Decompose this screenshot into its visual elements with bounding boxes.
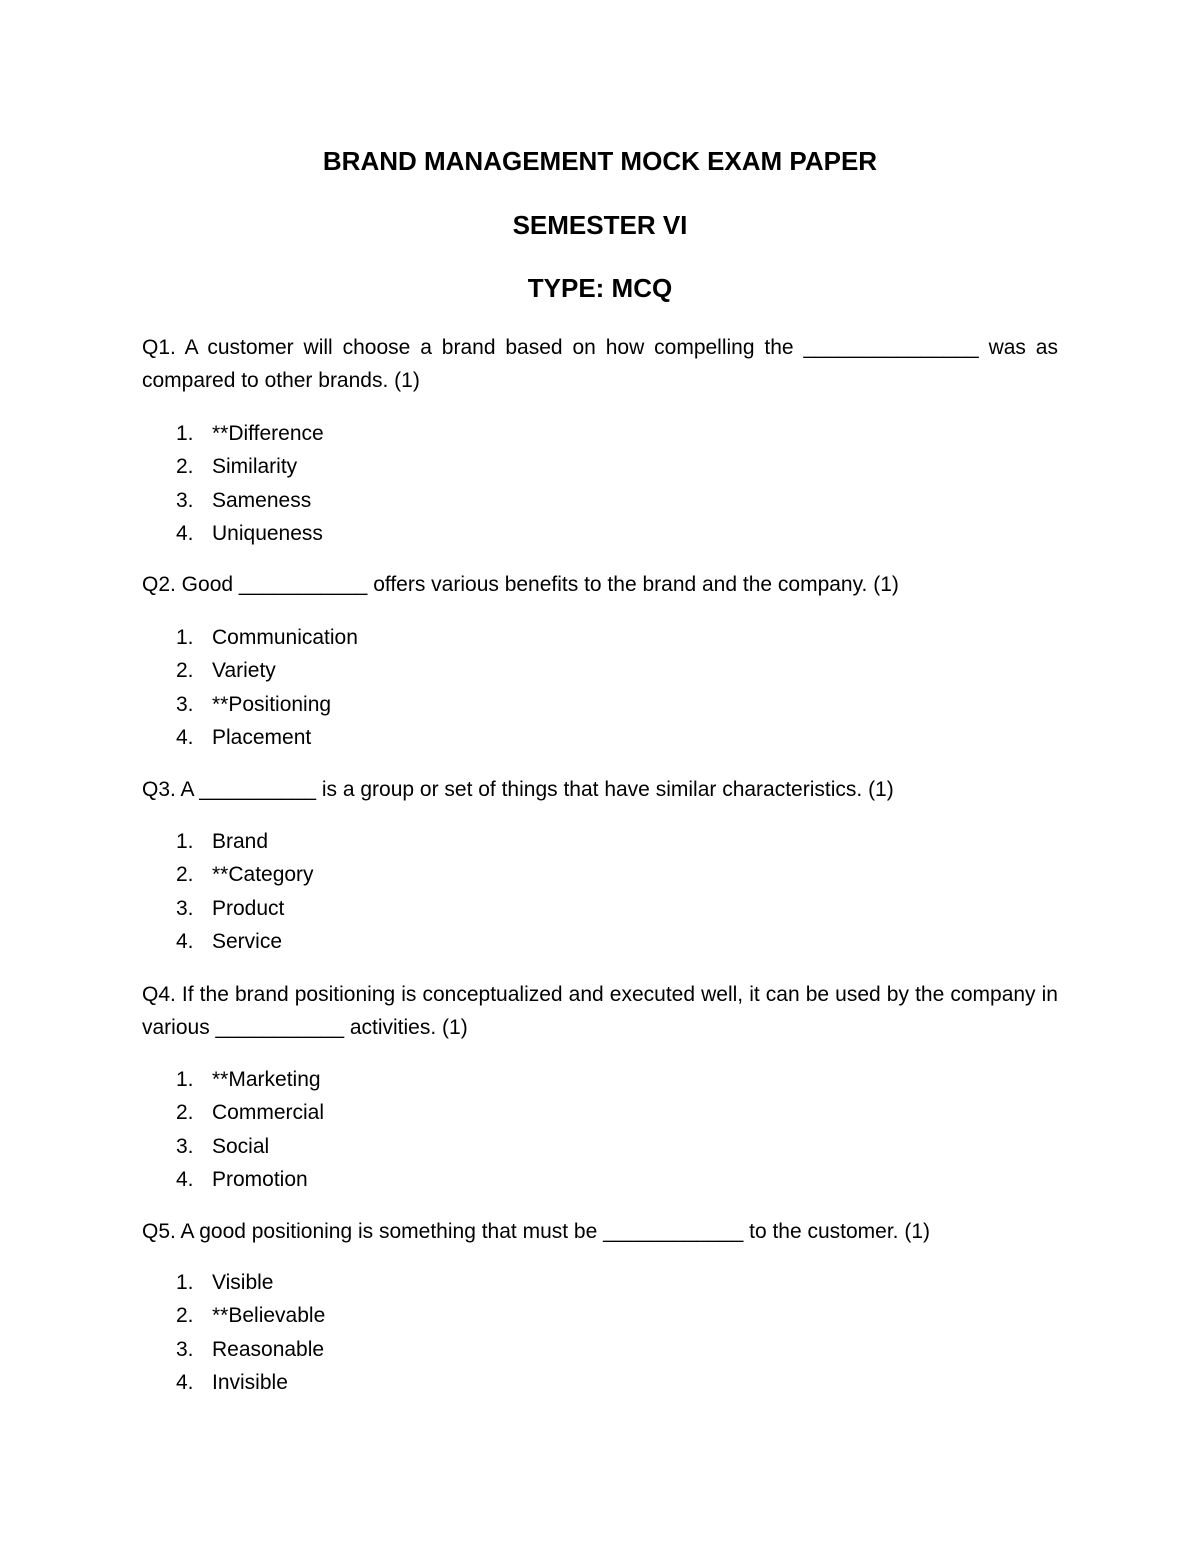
option-text: Social [212, 1134, 270, 1158]
option-text: Uniqueness [212, 521, 323, 545]
option-number: 4. [176, 521, 194, 545]
option-number: 3. [176, 488, 194, 512]
option-number: 2. [176, 863, 194, 887]
option-text: Service [212, 929, 283, 953]
option-text: Sameness [212, 488, 312, 512]
type-heading: TYPE: MCQ [527, 273, 673, 303]
option-text: Invisible [212, 1370, 288, 1394]
option-text: Commercial [212, 1101, 325, 1125]
option-number: 3. [176, 1134, 194, 1158]
option-number: 1. [176, 422, 194, 445]
option-text: Placement [212, 725, 312, 749]
question-4-text: Q4. If the brand positioning is conceptualized and executed well, it can be used by the company in various ___________ activities. (1) [142, 983, 1058, 1039]
option-number: 2. [176, 455, 194, 479]
option-number: 1. [176, 830, 194, 853]
option-text: **Difference [212, 422, 324, 445]
option-text: **Marketing [212, 1068, 321, 1091]
option-number: 1. [176, 1068, 194, 1091]
option-number: 1. [176, 626, 194, 649]
option-text: Brand [212, 830, 269, 853]
option-number: 3. [176, 896, 194, 920]
option-text: Communication [212, 626, 358, 649]
question-1-text: Q1. A customer will choose a brand based on how compelling the _______________ was as compared to other brands. (1) [142, 336, 1058, 392]
option-number: 3. [176, 692, 194, 716]
option-text: **Category [212, 863, 314, 887]
option-text: Promotion [212, 1167, 308, 1191]
option-text: Variety [212, 659, 276, 683]
option-number: 1. [176, 1271, 194, 1294]
option-text: Product [212, 896, 285, 920]
option-text: Visible [212, 1271, 274, 1294]
option-text: Reasonable [212, 1337, 325, 1361]
option-text: **Positioning [212, 692, 332, 716]
question-5-text: Q5. A good positioning is something that must be ____________ to the customer. (1) [142, 1220, 931, 1243]
question-3-text: Q3. A __________ is a group or set of things that have similar characteristics. (1) [142, 778, 894, 801]
option-text: **Believable [212, 1304, 326, 1328]
option-number: 4. [176, 1167, 194, 1191]
option-number: 4. [176, 1370, 194, 1394]
option-number: 3. [176, 1337, 194, 1361]
page-title: BRAND MANAGEMENT MOCK EXAM PAPER [322, 146, 878, 176]
option-number: 2. [176, 659, 194, 683]
option-text: Similarity [212, 455, 298, 479]
option-number: 4. [176, 725, 194, 749]
semester-heading: SEMESTER VI [512, 210, 688, 240]
option-number: 2. [176, 1304, 194, 1328]
option-number: 2. [176, 1101, 194, 1125]
question-2-text: Q2. Good ___________ offers various benefits to the brand and the company. (1) [142, 573, 899, 596]
option-number: 4. [176, 929, 194, 953]
